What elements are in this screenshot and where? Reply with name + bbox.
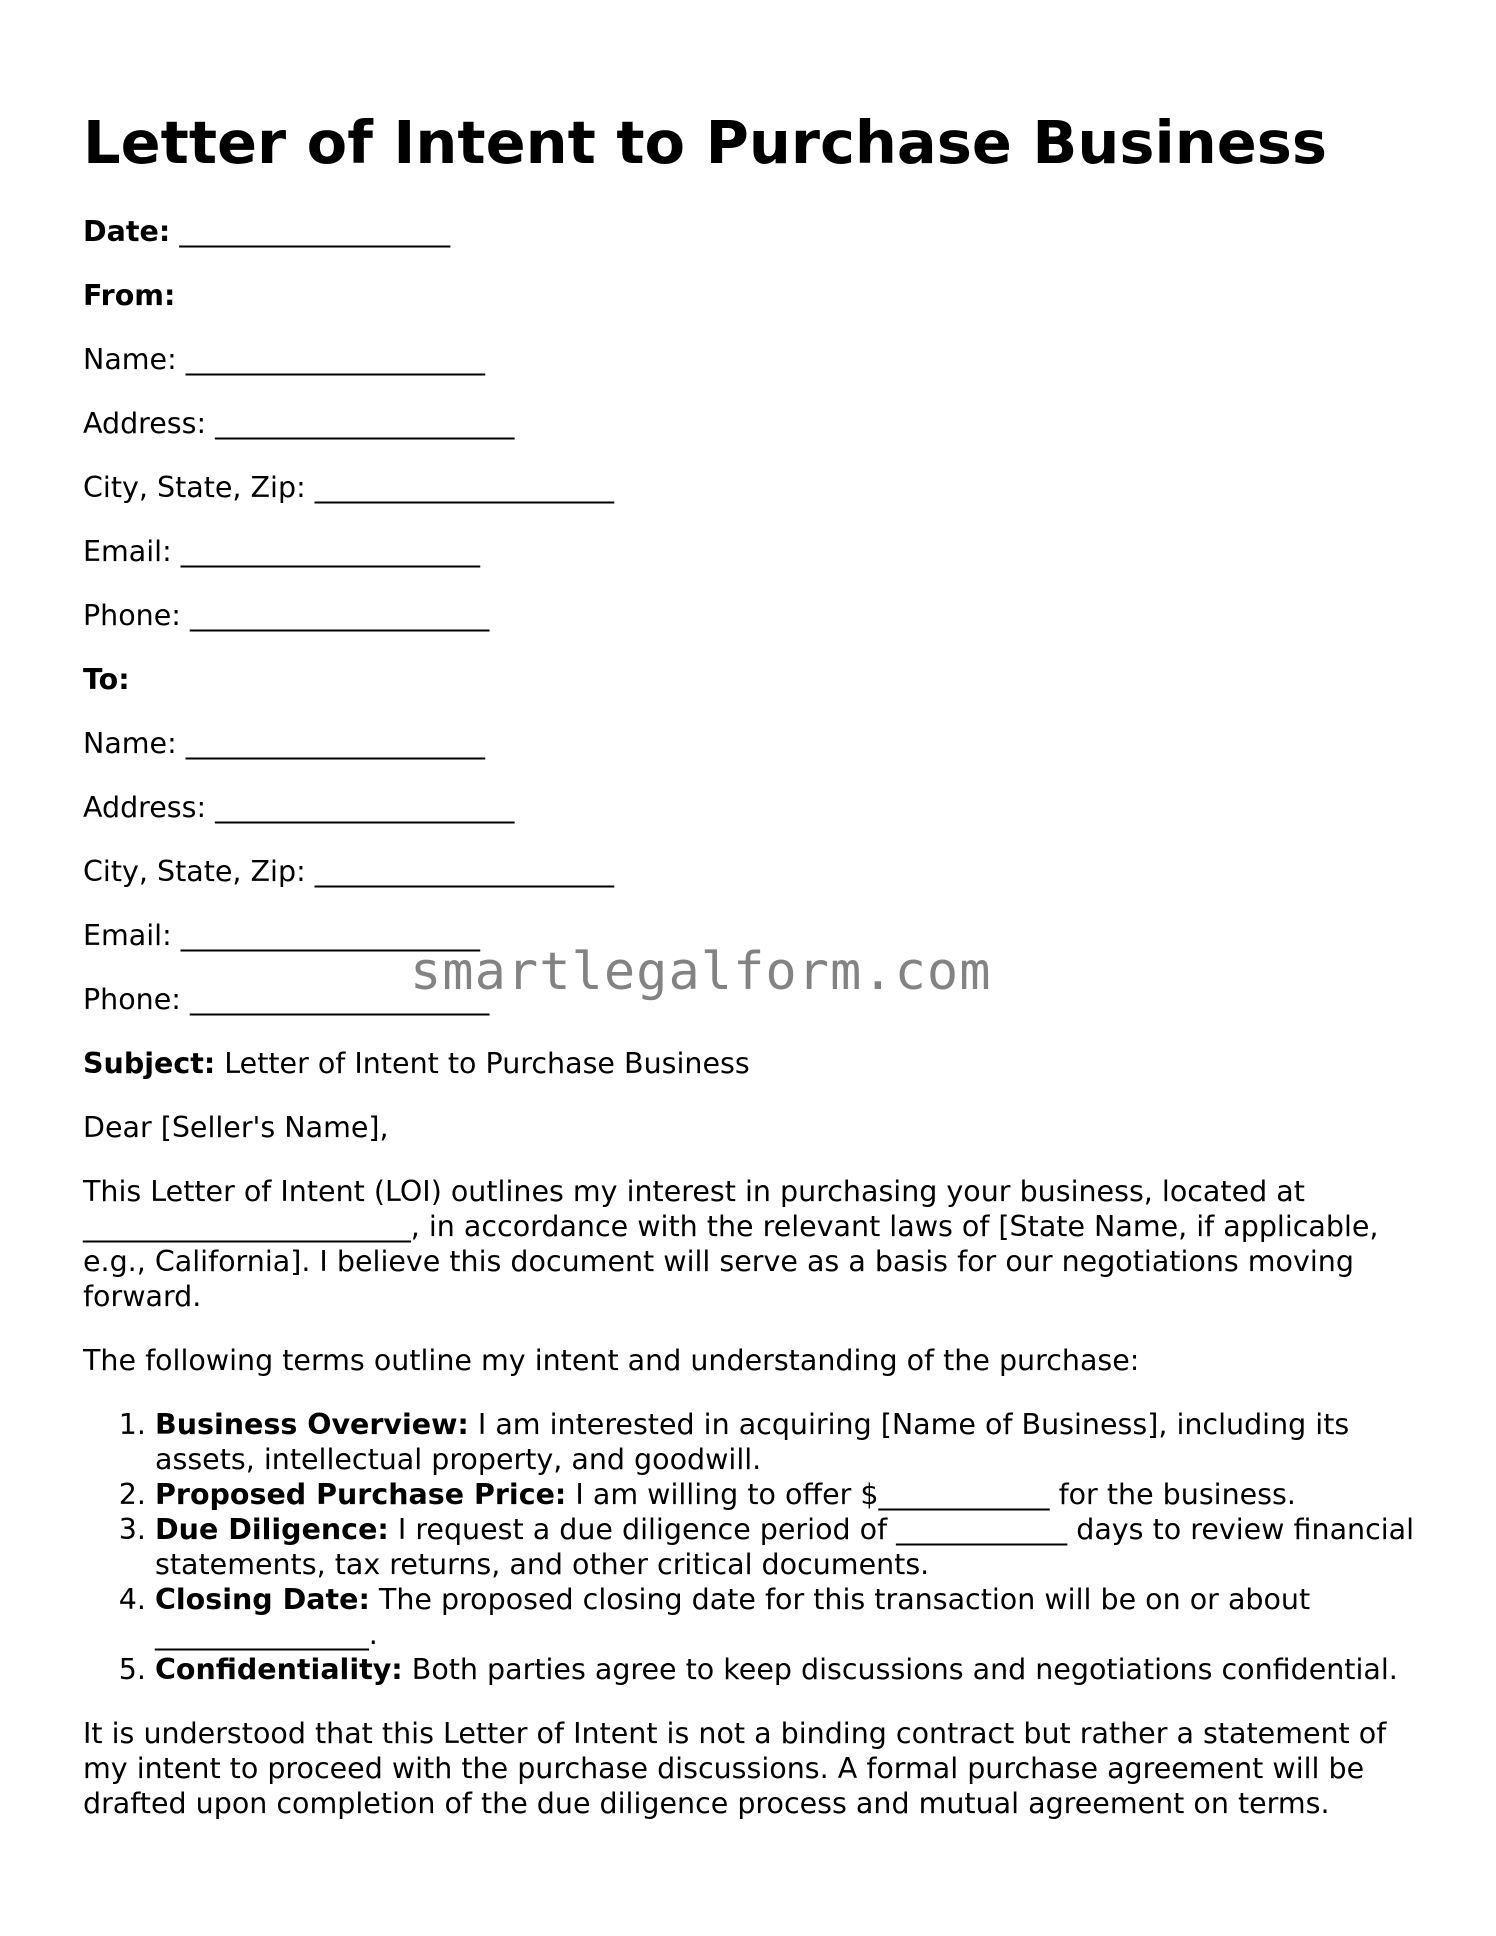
document-title: Letter of Intent to Purchase Business [83, 108, 1327, 177]
subject-label: Subject: [83, 1047, 216, 1080]
to-address-line [83, 790, 1423, 825]
subject-line [83, 1046, 1423, 1081]
field-label: Email: [83, 535, 172, 568]
field-label: City, State, Zip: [83, 471, 306, 504]
field-blank: _____________________ [189, 599, 490, 632]
term-label: Proposed Purchase Price: [155, 1478, 567, 1511]
field-blank: _____________________ [314, 471, 614, 504]
terms-list [83, 1407, 1423, 1687]
list-item [155, 1582, 1423, 1652]
field-blank: _____________________ [215, 791, 515, 824]
from-name-line [83, 342, 1423, 377]
date-blank: ___________________ [179, 215, 451, 248]
to-heading: To: [83, 663, 130, 696]
field-blank: _____________________ [185, 727, 485, 760]
terms-intro: The following terms outline my intent and understanding of the purchase: [83, 1344, 1140, 1377]
field-label: Name: [83, 727, 177, 760]
from-address-line [83, 406, 1423, 441]
term-label: Closing Date: [155, 1583, 370, 1616]
term-text: Both parties agree to keep discussions and negotiations confidential. [411, 1653, 1398, 1686]
from-city-line [83, 470, 1423, 505]
from-heading: From: [83, 279, 176, 312]
term-text: I am interested in acquiring [Name of Business], including its assets, intellectual property, and goodwill. [155, 1408, 1350, 1476]
watermark: smartlegalform.com [410, 942, 992, 1002]
from-email-line [83, 534, 1423, 569]
term-label: Due Diligence: [155, 1513, 389, 1546]
list-item [155, 1512, 1423, 1582]
intro-paragraph: This Letter of Intent (LOI) outlines my interest in purchasing your business, located at _______________________, in accordance with the relevant laws of [State Name, if applicable, e.g., California]. I believe this document will serve as a basis for our negotiations moving forward. [83, 1175, 1379, 1313]
list-item [155, 1477, 1423, 1512]
field-label: Email: [83, 919, 172, 952]
to-city-line [83, 854, 1423, 889]
field-label: Phone: [83, 599, 181, 632]
field-label: City, State, Zip: [83, 855, 306, 888]
date-label: Date: [83, 215, 171, 248]
list-item [155, 1407, 1423, 1477]
document-body [83, 214, 1423, 1850]
closing-paragraph: It is understood that this Letter of Intent is not a binding contract but rather a statement of my intent to proceed with the purchase discussions. A formal purchase agreement will be drafted upon completion of the due diligence process and mutual agreement on terms. [83, 1717, 1387, 1820]
term-text: The proposed closing date for this transaction will be on or about _______________. [155, 1583, 1311, 1651]
term-label: Business Overview: [155, 1408, 469, 1441]
term-text: I am willing to offer $____________ for the business. [575, 1478, 1296, 1511]
list-item [155, 1652, 1423, 1687]
field-blank: _____________________ [215, 407, 515, 440]
from-phone-line [83, 598, 1423, 633]
field-label: Phone: [83, 983, 181, 1016]
field-blank: _____________________ [180, 919, 480, 952]
field-blank: _____________________ [189, 983, 490, 1016]
term-label: Confidentiality: [155, 1653, 403, 1686]
to-name-line [83, 726, 1423, 761]
field-label: Address: [83, 407, 207, 440]
field-blank: _____________________ [185, 343, 485, 376]
field-label: Address: [83, 791, 207, 824]
field-blank: _____________________ [314, 855, 614, 888]
date-line [83, 214, 1423, 249]
subject-text: Letter of Intent to Purchase Business [224, 1047, 750, 1080]
term-text: I request a due diligence period of ____________ days to review financial statements, tax returns, and other critical documents. [155, 1513, 1415, 1581]
salutation: Dear [Seller's Name], [83, 1111, 389, 1144]
field-label: Name: [83, 343, 177, 376]
field-blank: _____________________ [180, 535, 480, 568]
